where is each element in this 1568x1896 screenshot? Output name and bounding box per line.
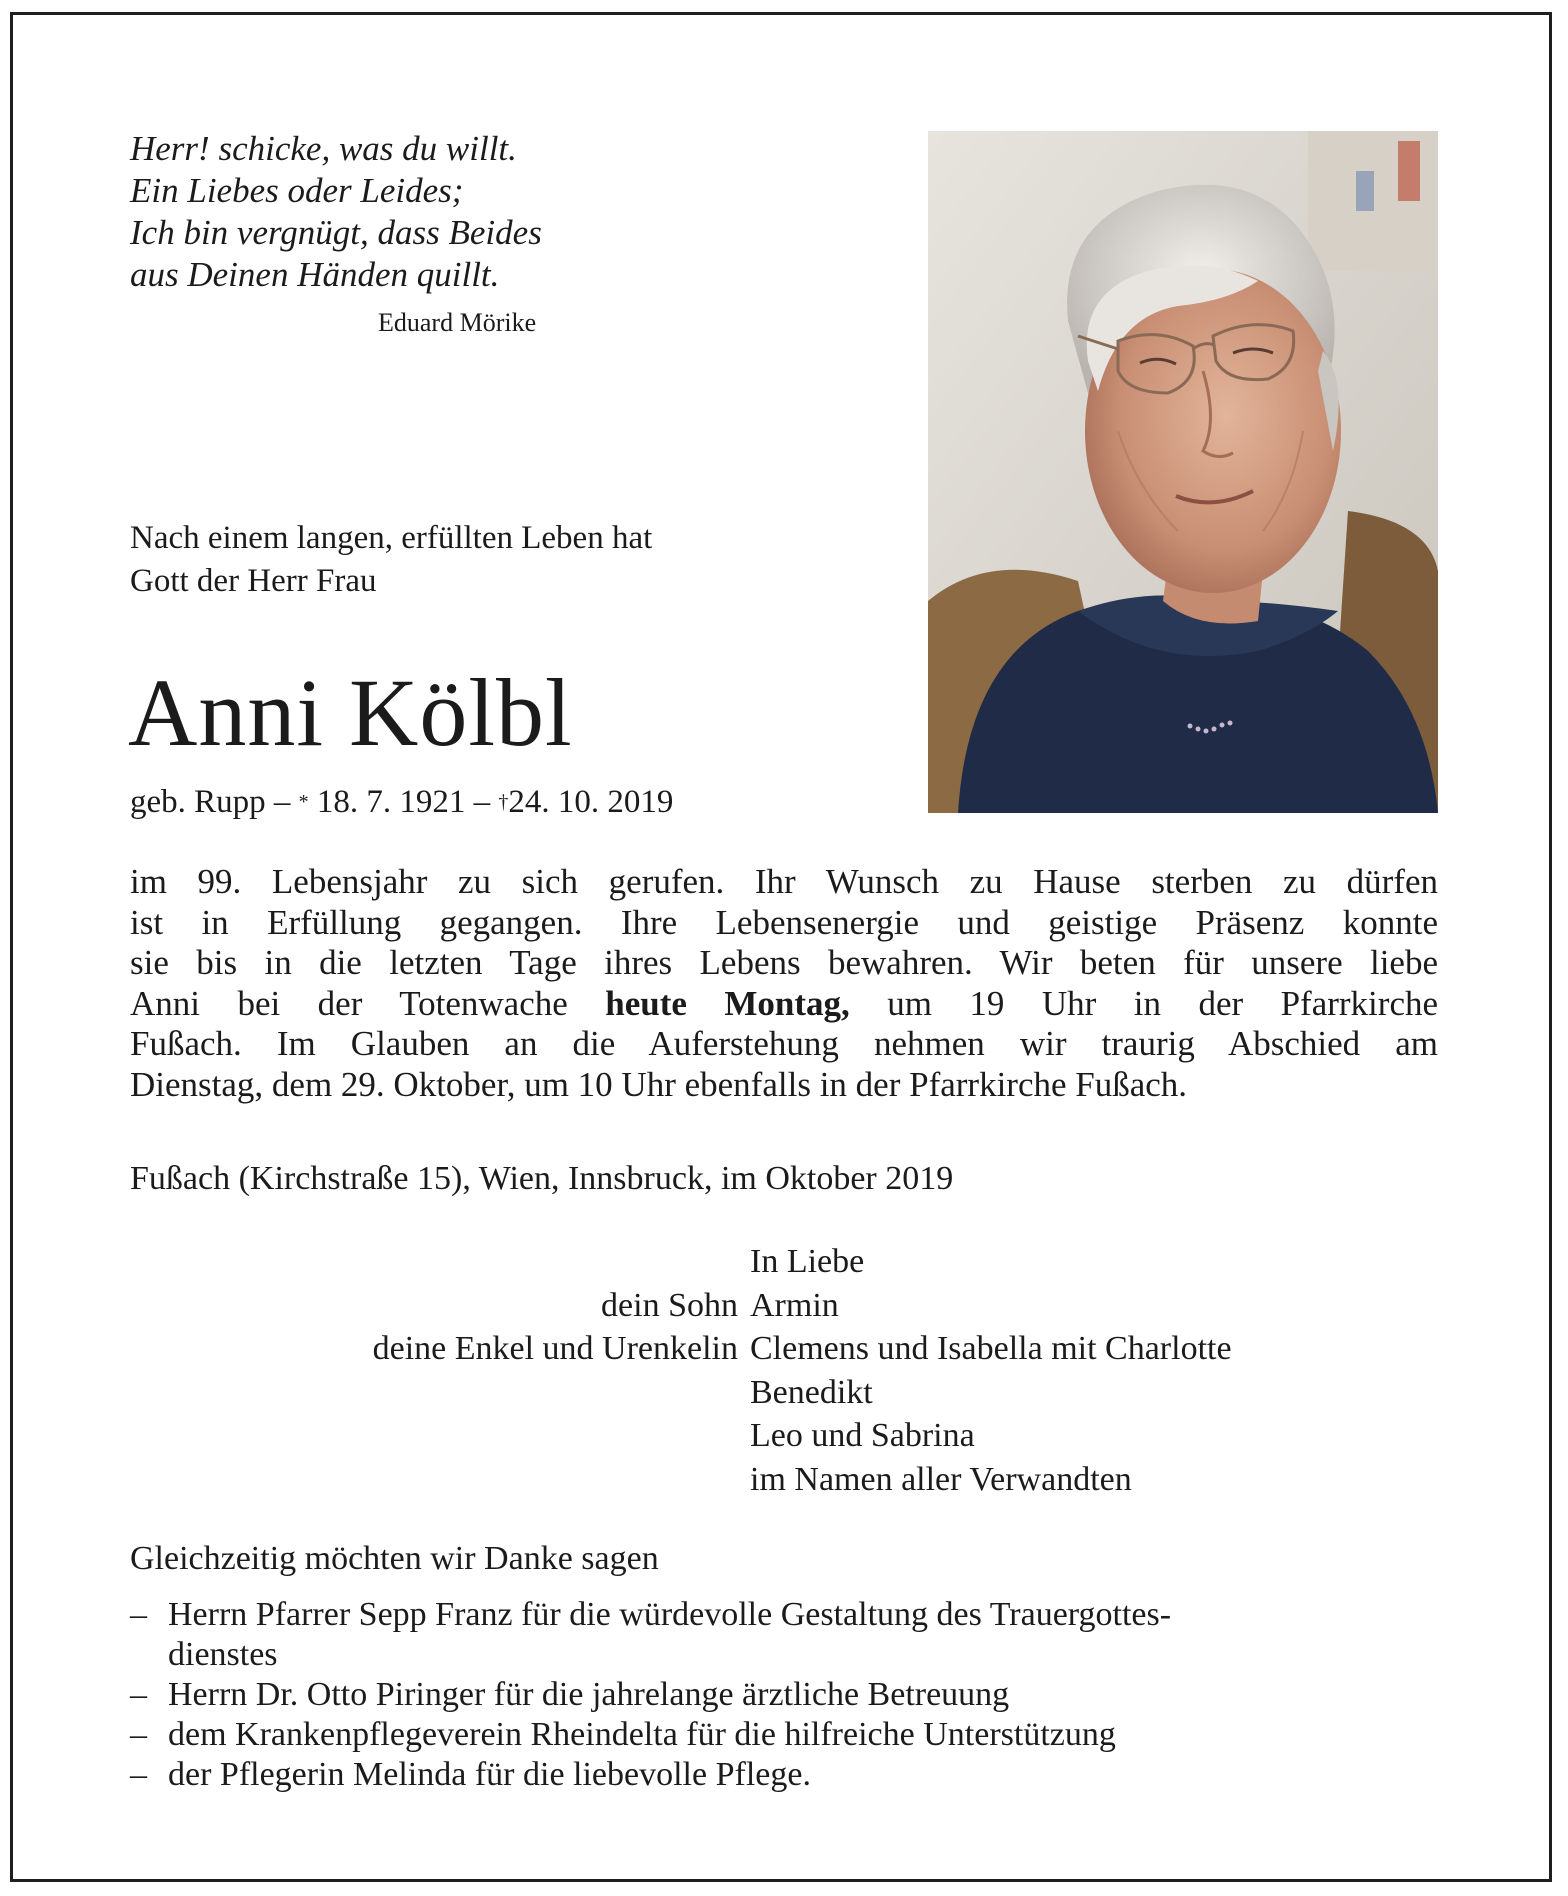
thanks-item <box>130 1755 1450 1795</box>
body-line <box>130 862 1438 903</box>
signature-names: In Liebe <box>750 1243 865 1280</box>
poem-author: Eduard Mörike <box>378 308 537 337</box>
signature-row <box>130 1371 1438 1415</box>
thanks-item <box>130 1715 1450 1755</box>
signature-role <box>130 1240 750 1284</box>
body-text-part: um 19 Uhr in der Pfarrkirche <box>849 983 1439 1023</box>
life-dates <box>130 780 673 828</box>
thanks-list <box>130 1595 1450 1795</box>
signature-row <box>130 1414 1438 1458</box>
thanks-item-line: – Herrn Dr. Otto Piringer für die jahrelange ärztliche Betreuung <box>168 1676 1010 1713</box>
separator: – <box>273 784 291 820</box>
body-text-part: sie bis in die letzten Tage ihres Lebens bewahren. Wir beten für unsere liebe <box>130 943 1438 982</box>
intro-line: Gott der Herr Frau <box>130 563 377 599</box>
signature-names: Armin <box>750 1286 839 1324</box>
birth-symbol: * <box>298 791 309 813</box>
place-date-line: Fußach (Kirchstraße 15), Wien, Innsbruck, im Oktober 2019 <box>130 1160 954 1197</box>
signature-names: Leo und Sabrina <box>750 1417 975 1454</box>
signature-row <box>130 1284 1438 1328</box>
poem-line: aus Deinen Händen quillt. <box>130 255 500 294</box>
deceased-name: Anni Kölbl <box>128 659 573 766</box>
body-line <box>130 1024 1438 1065</box>
intro-line: Nach einem langen, erfüllten Leben hat <box>130 520 653 556</box>
body-line <box>130 943 1438 984</box>
poem <box>130 128 690 296</box>
signature-names: Benedikt <box>750 1373 873 1411</box>
thanks-item <box>130 1675 1450 1715</box>
separator: – <box>473 784 491 820</box>
body-line <box>130 1065 1438 1106</box>
poem-line: Ich bin vergnügt, dass Beides <box>130 213 542 252</box>
body-line <box>130 984 1438 1025</box>
signature-role <box>130 1371 750 1415</box>
signature-row <box>130 1458 1438 1502</box>
signature-role: dein Sohn <box>601 1286 738 1324</box>
death-symbol: † <box>498 791 509 813</box>
birth-name: geb. Rupp <box>130 784 266 820</box>
signature-row <box>130 1240 1438 1284</box>
portrait-image <box>928 131 1438 813</box>
death-date: 24. 10. 2019 <box>508 784 674 820</box>
poem-line: Herr! schicke, was du willt. <box>130 129 517 168</box>
intro-text <box>130 517 652 603</box>
thanks-item-line: – der Pflegerin Melinda für die liebevolle Pflege. <box>168 1756 811 1793</box>
signature-names: Clemens und Isabella mit Charlotte <box>750 1330 1232 1367</box>
poem-line: Ein Liebes oder Leides; <box>130 171 464 210</box>
body-text-part: Anni bei der Totenwache <box>130 983 606 1023</box>
thanks-item <box>130 1595 1450 1675</box>
signature-role <box>130 1458 750 1502</box>
signature-block <box>130 1240 1438 1501</box>
thanks-item-line: dienstes <box>168 1636 278 1673</box>
body-text-part: im 99. Lebensjahr zu sich gerufen. Ihr Wunsch zu Hause sterben zu dürfen <box>130 862 1438 901</box>
signature-row <box>130 1327 1438 1371</box>
body-text-part: Fußach. Im Glauben an die Auferstehung nehmen wir traurig Abschied am <box>130 1024 1438 1063</box>
birth-date: 18. 7. 1921 <box>316 784 466 820</box>
signature-names: im Namen aller Verwandten <box>750 1460 1132 1498</box>
body-text-part: Dienstag, dem 29. Oktober, um 10 Uhr ebenfalls in der Pfarrkirche Fußach. <box>130 1064 1188 1104</box>
body-line <box>130 903 1438 944</box>
portrait-photo <box>928 131 1438 813</box>
body-emphasis: heute Montag, <box>605 983 850 1023</box>
signature-role <box>130 1414 750 1458</box>
thanks-item-line: – Herrn Pfarrer Sepp Franz für die würdevolle Gestaltung des Trauergottes- <box>168 1596 1172 1633</box>
signature-role: deine Enkel und Urenkelin <box>372 1330 738 1367</box>
thanks-heading: Gleichzeitig möchten wir Danke sagen <box>130 1540 659 1577</box>
obituary-body <box>130 862 1438 1105</box>
body-text-part: ist in Erfüllung gegangen. Ihre Lebensenergie und geistige Präsenz konnte <box>130 902 1438 942</box>
thanks-item-line: – dem Krankenpflegeverein Rheindelta für die hilfreiche Unterstützung <box>168 1716 1116 1753</box>
